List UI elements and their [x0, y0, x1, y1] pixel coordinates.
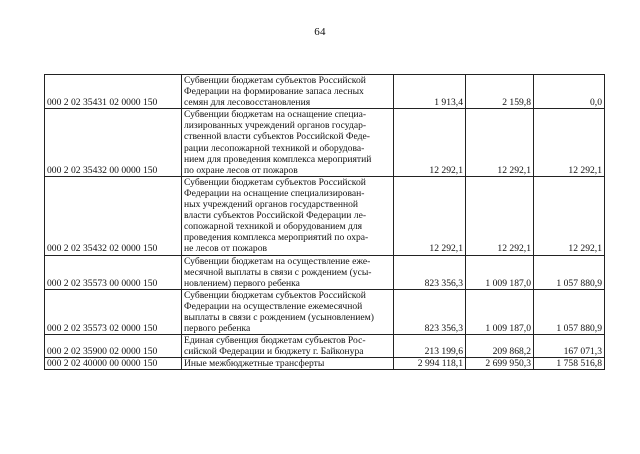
- budget-table: [44, 74, 605, 370]
- amount-year-1-cell: 823 356,3: [394, 289, 466, 334]
- item-name-line: не лесов от пожаров: [184, 243, 268, 255]
- budget-table-body: [45, 75, 605, 370]
- amount-year-3-cell: 12 292,1: [534, 176, 605, 255]
- amount-year-2-cell: 1 009 187,0: [466, 289, 534, 334]
- item-name-line: первого ребенка: [184, 323, 251, 335]
- budget-code-cell: 000 2 02 35432 00 0000 150: [45, 109, 182, 177]
- item-name-line: нием для проведения комплекса мероприятий: [184, 153, 372, 165]
- item-name-line: сийской Федерации и бюджету г. Байконура: [184, 346, 364, 358]
- item-name-line: Субвенции бюджетам на оснащение специа-: [184, 109, 367, 121]
- amount-year-3-cell: 12 292,1: [534, 109, 605, 177]
- page-number: 64: [314, 26, 326, 38]
- item-name-line: Субвенции бюджетам субъектов Российской: [184, 289, 366, 301]
- table-row: [45, 176, 605, 255]
- item-name-line: месячной выплаты в связи с рождением (усы-: [184, 266, 372, 278]
- amount-year-2-cell: 12 292,1: [466, 176, 534, 255]
- item-name-line: Субвенции бюджетам субъектов Российской: [184, 176, 366, 188]
- item-name-cell: [182, 358, 394, 370]
- amount-year-2-cell: 2 159,8: [466, 75, 534, 109]
- budget-code-cell: 000 2 02 35900 02 0000 150: [45, 335, 182, 358]
- item-name-line: власти субъектов Российской Федерации ле-: [184, 210, 367, 222]
- amount-year-3-cell: 1 057 880,9: [534, 255, 605, 289]
- amount-year-2-cell: 2 699 950,3: [466, 358, 534, 370]
- table-row: [45, 109, 605, 177]
- table-row: [45, 255, 605, 289]
- amount-year-1-cell: 12 292,1: [394, 176, 466, 255]
- item-name-line: Субвенции бюджетам субъектов Российской: [184, 75, 366, 86]
- item-name-line: Иные межбюджетные трансферты: [184, 358, 325, 370]
- amount-year-1-cell: 213 199,6: [394, 335, 466, 358]
- item-name-line: выплаты в связи с рождением (усыновлением): [184, 311, 374, 323]
- item-name-cell: [182, 75, 394, 109]
- budget-code-cell: 000 2 02 40000 00 0000 150: [45, 358, 182, 370]
- budget-code-cell: 000 2 02 35432 02 0000 150: [45, 176, 182, 255]
- item-name-line: Субвенции бюджетам на осуществление еже-: [184, 255, 371, 267]
- item-name-line: новлением) первого ребенка: [184, 277, 300, 289]
- item-name-line: лизированных учреждений органов государ-: [184, 120, 367, 132]
- amount-year-1-cell: 12 292,1: [394, 109, 466, 177]
- table-row: [45, 335, 605, 358]
- amount-year-1-cell: 1 913,4: [394, 75, 466, 109]
- item-name-cell: [182, 255, 394, 289]
- budget-code-cell: 000 2 02 35573 00 0000 150: [45, 255, 182, 289]
- item-name-line: ных учреждений органов государственной: [184, 199, 359, 211]
- item-name-cell: [182, 289, 394, 334]
- amount-year-2-cell: 1 009 187,0: [466, 255, 534, 289]
- item-name-line: Федерации на осуществление ежемесячной: [184, 300, 363, 312]
- budget-code-cell: 000 2 02 35431 02 0000 150: [45, 75, 182, 109]
- amount-year-2-cell: 209 868,2: [466, 335, 534, 358]
- table-row: [45, 75, 605, 109]
- item-name-line: Федерации на оснащение специализирован-: [184, 187, 365, 199]
- amount-year-3-cell: 167 071,3: [534, 335, 605, 358]
- budget-code-cell: 000 2 02 35573 02 0000 150: [45, 289, 182, 334]
- amount-year-1-cell: 823 356,3: [394, 255, 466, 289]
- item-name-cell: [182, 335, 394, 358]
- item-name-line: семян для лесовосстановления: [184, 97, 311, 109]
- item-name-line: проведения комплекса мероприятий по охра-: [184, 232, 369, 244]
- amount-year-3-cell: 1 758 516,8: [534, 358, 605, 370]
- item-name-line: Федерации на формирование запаса лесных: [184, 86, 364, 98]
- item-name-line: Единая субвенция бюджетам субъектов Рос-: [184, 335, 366, 347]
- item-name-line: рации лесопожарной техникой и оборудова-: [184, 142, 365, 154]
- item-name-line: по охране лесов от пожаров: [184, 164, 298, 176]
- amount-year-3-cell: 0,0: [534, 75, 605, 109]
- table-row: [45, 289, 605, 334]
- amount-year-1-cell: 2 994 118,1: [394, 358, 466, 370]
- item-name-line: ственной власти субъектов Российской Феде-: [184, 131, 370, 143]
- amount-year-3-cell: 1 057 880,9: [534, 289, 605, 334]
- item-name-cell: [182, 109, 394, 177]
- item-name-line: сопожарной техникой и оборудованием для: [184, 221, 363, 233]
- table-row: [45, 358, 605, 370]
- amount-year-2-cell: 12 292,1: [466, 109, 534, 177]
- item-name-cell: [182, 176, 394, 255]
